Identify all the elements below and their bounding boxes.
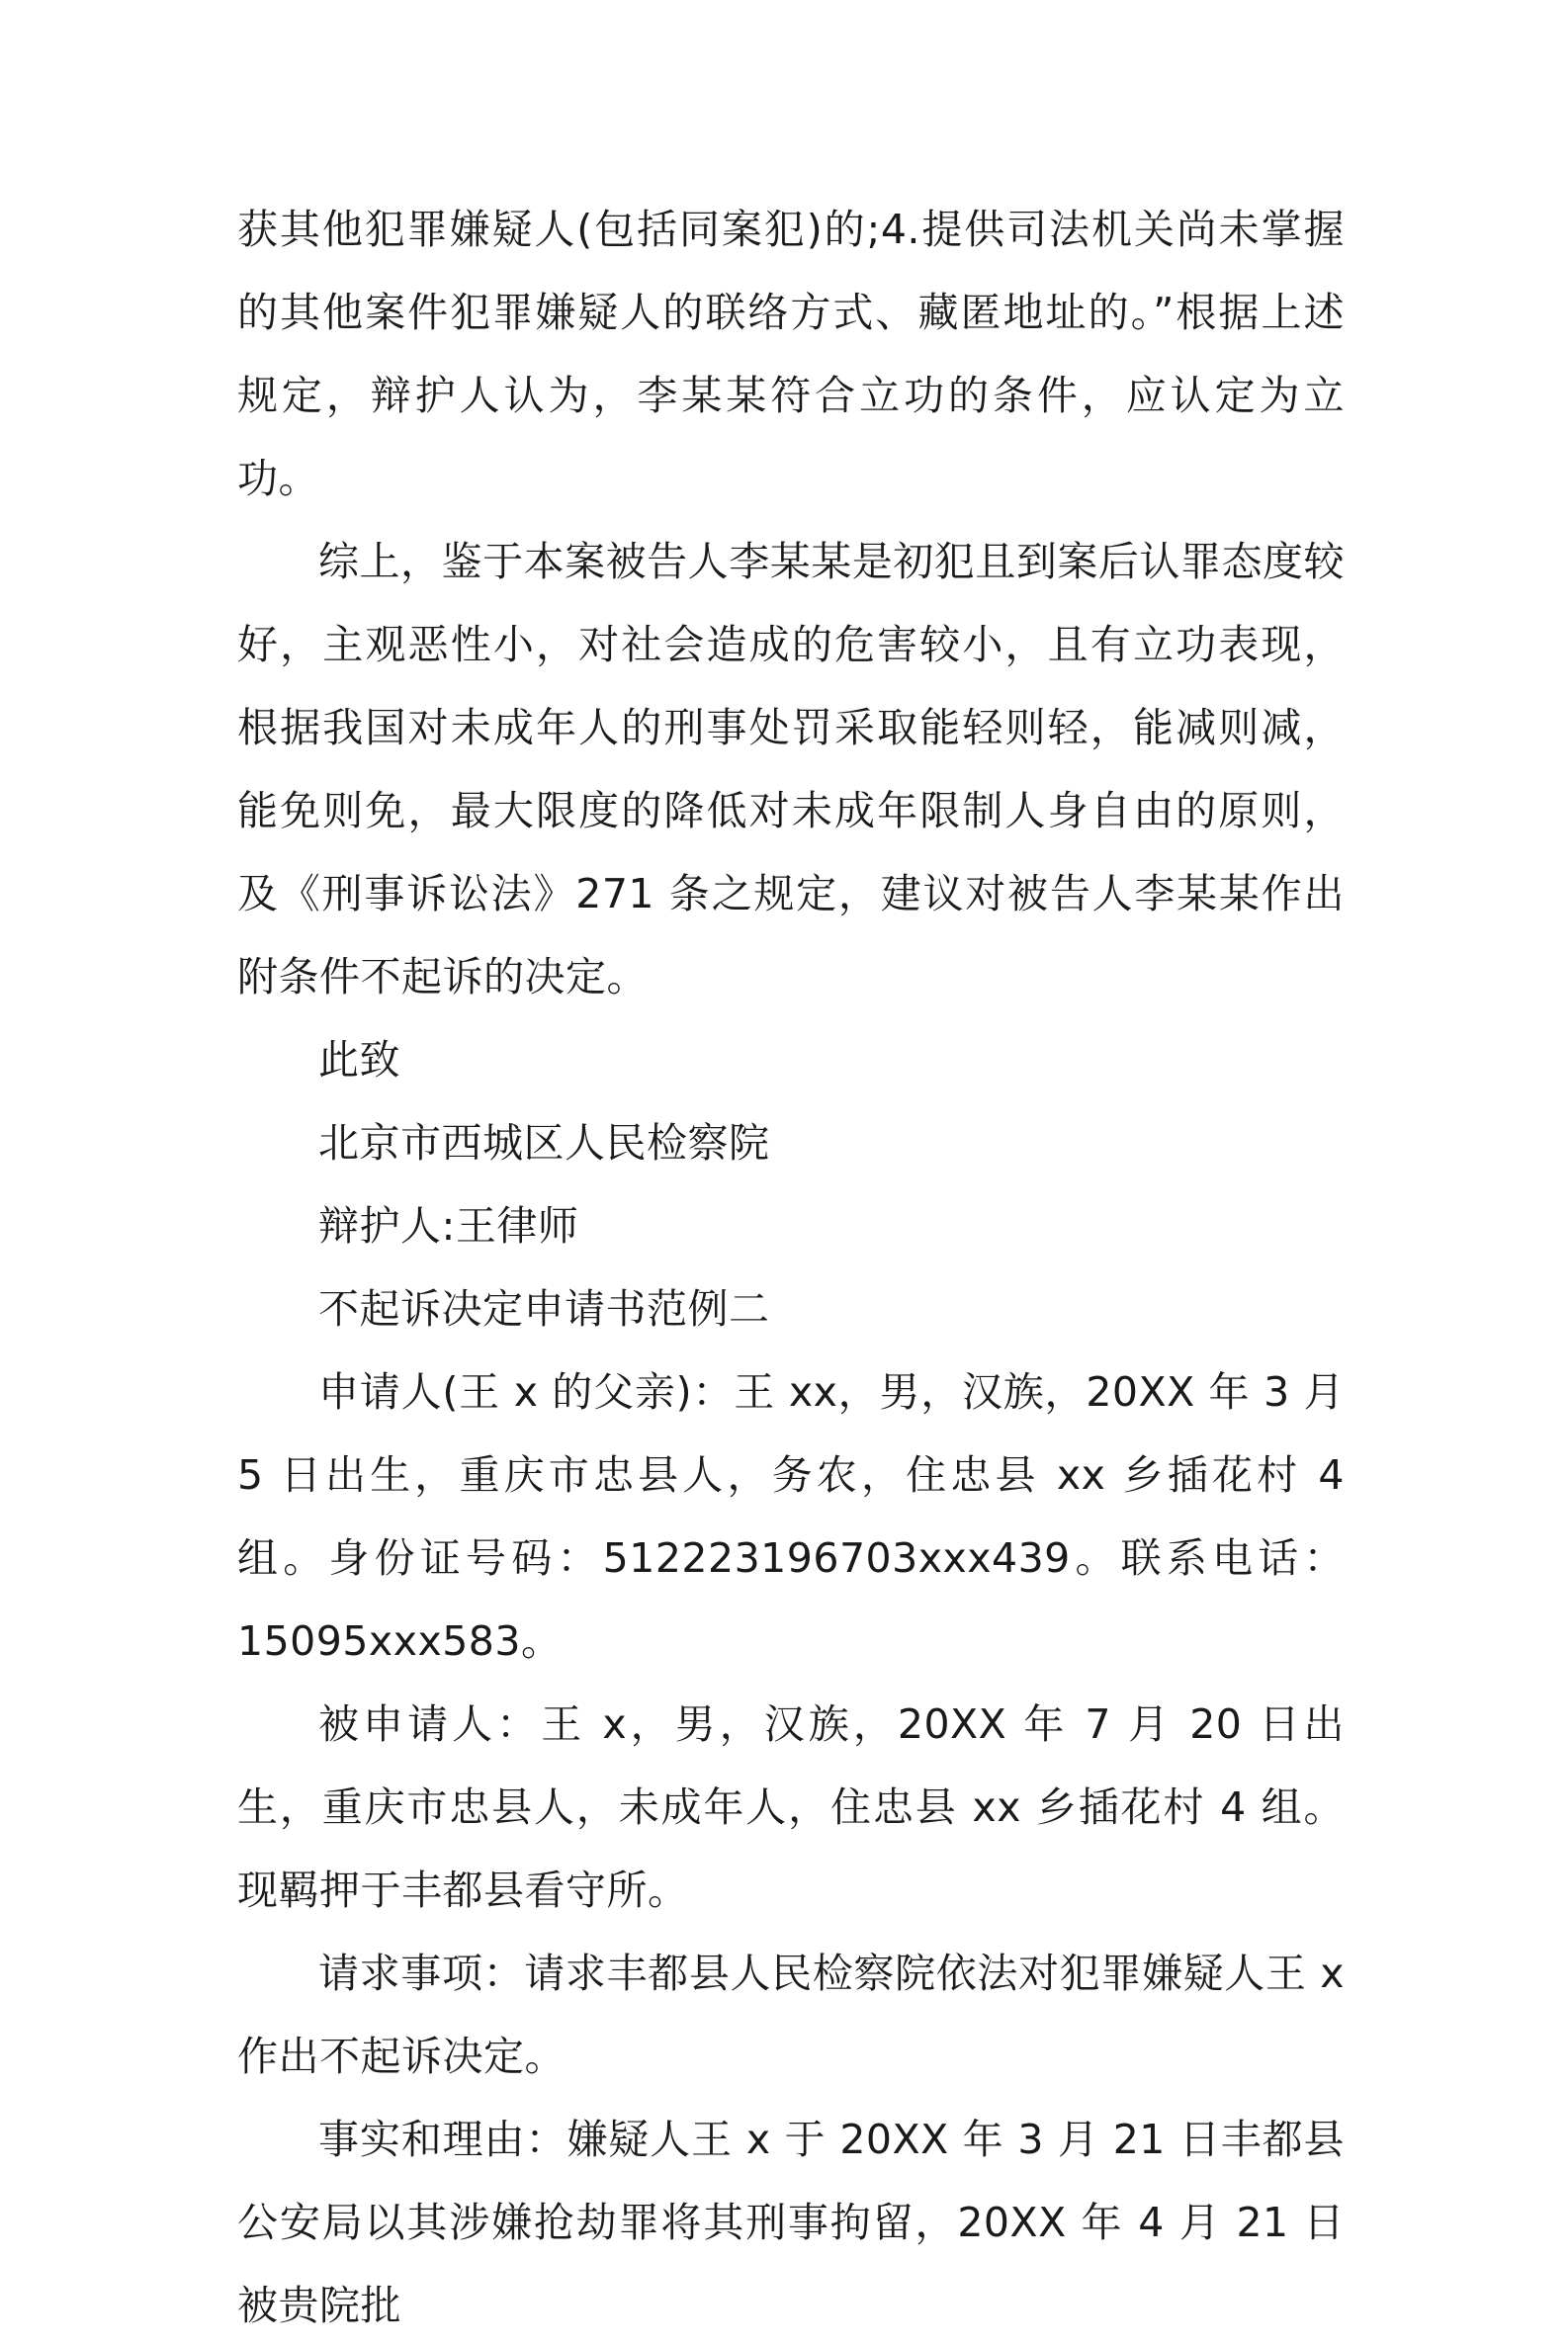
paragraph-salutation: 此致 [318,1036,400,1084]
paragraph-respondent: 被申请人：王 x，男，汉族，20XX 年 7 月 20 日出生，重庆市忠县人，未成年人，住忠县 xx 乡插花村 4 组。现羁押于丰都县看守所。 [237,1700,1345,1914]
paragraph-applicant: 申请人(王 x 的父亲)：王 xx，男，汉族，20XX 年 3 月 5 日出生，重庆市忠县人，务农，住忠县 xx 乡插花村 4 组。身份证号码：512223196703xxx439。联系电话：15095xxx583。 [237,1368,1345,1665]
paragraph-facts: 事实和理由：嫌疑人王 x 于 20XX 年 3 月 21 日丰都县公安局以其涉嫌抢劫罪将其刑事拘留，20XX 年 4 月 21 日被贵院批 [237,2116,1345,2329]
document-body [237,188,1345,2347]
paragraph-summary: 综上，鉴于本案被告人李某某是初犯且到案后认罪态度较好，主观恶性小，对社会造成的危害较小，且有立功表现，根据我国对未成年人的刑事处罚采取能轻则轻，能减则减，能免则免，最大限度的降低对未成年限制人身自由的原则，及《刑事诉讼法》271 条之规定，建议对被告人李某某作出附条件不起诉的决定。 [237,538,1345,1000]
paragraph-request: 请求事项：请求丰都县人民检察院依法对犯罪嫌疑人王 x 作出不起诉决定。 [237,1950,1345,2080]
section-heading: 不起诉决定申请书范例二 [318,1285,770,1333]
paragraph-defender: 辩护人:王律师 [318,1202,579,1250]
paragraph-merit-conclusion: 获其他犯罪嫌疑人(包括同案犯)的;4.提供司法机关尚未掌握的其他案件犯罪嫌疑人的联络方式、藏匿地址的。”根据上述规定，辩护人认为，李某某符合立功的条件，应认定为立功。 [237,206,1345,502]
paragraph-recipient: 北京市西城区人民检察院 [318,1119,770,1167]
